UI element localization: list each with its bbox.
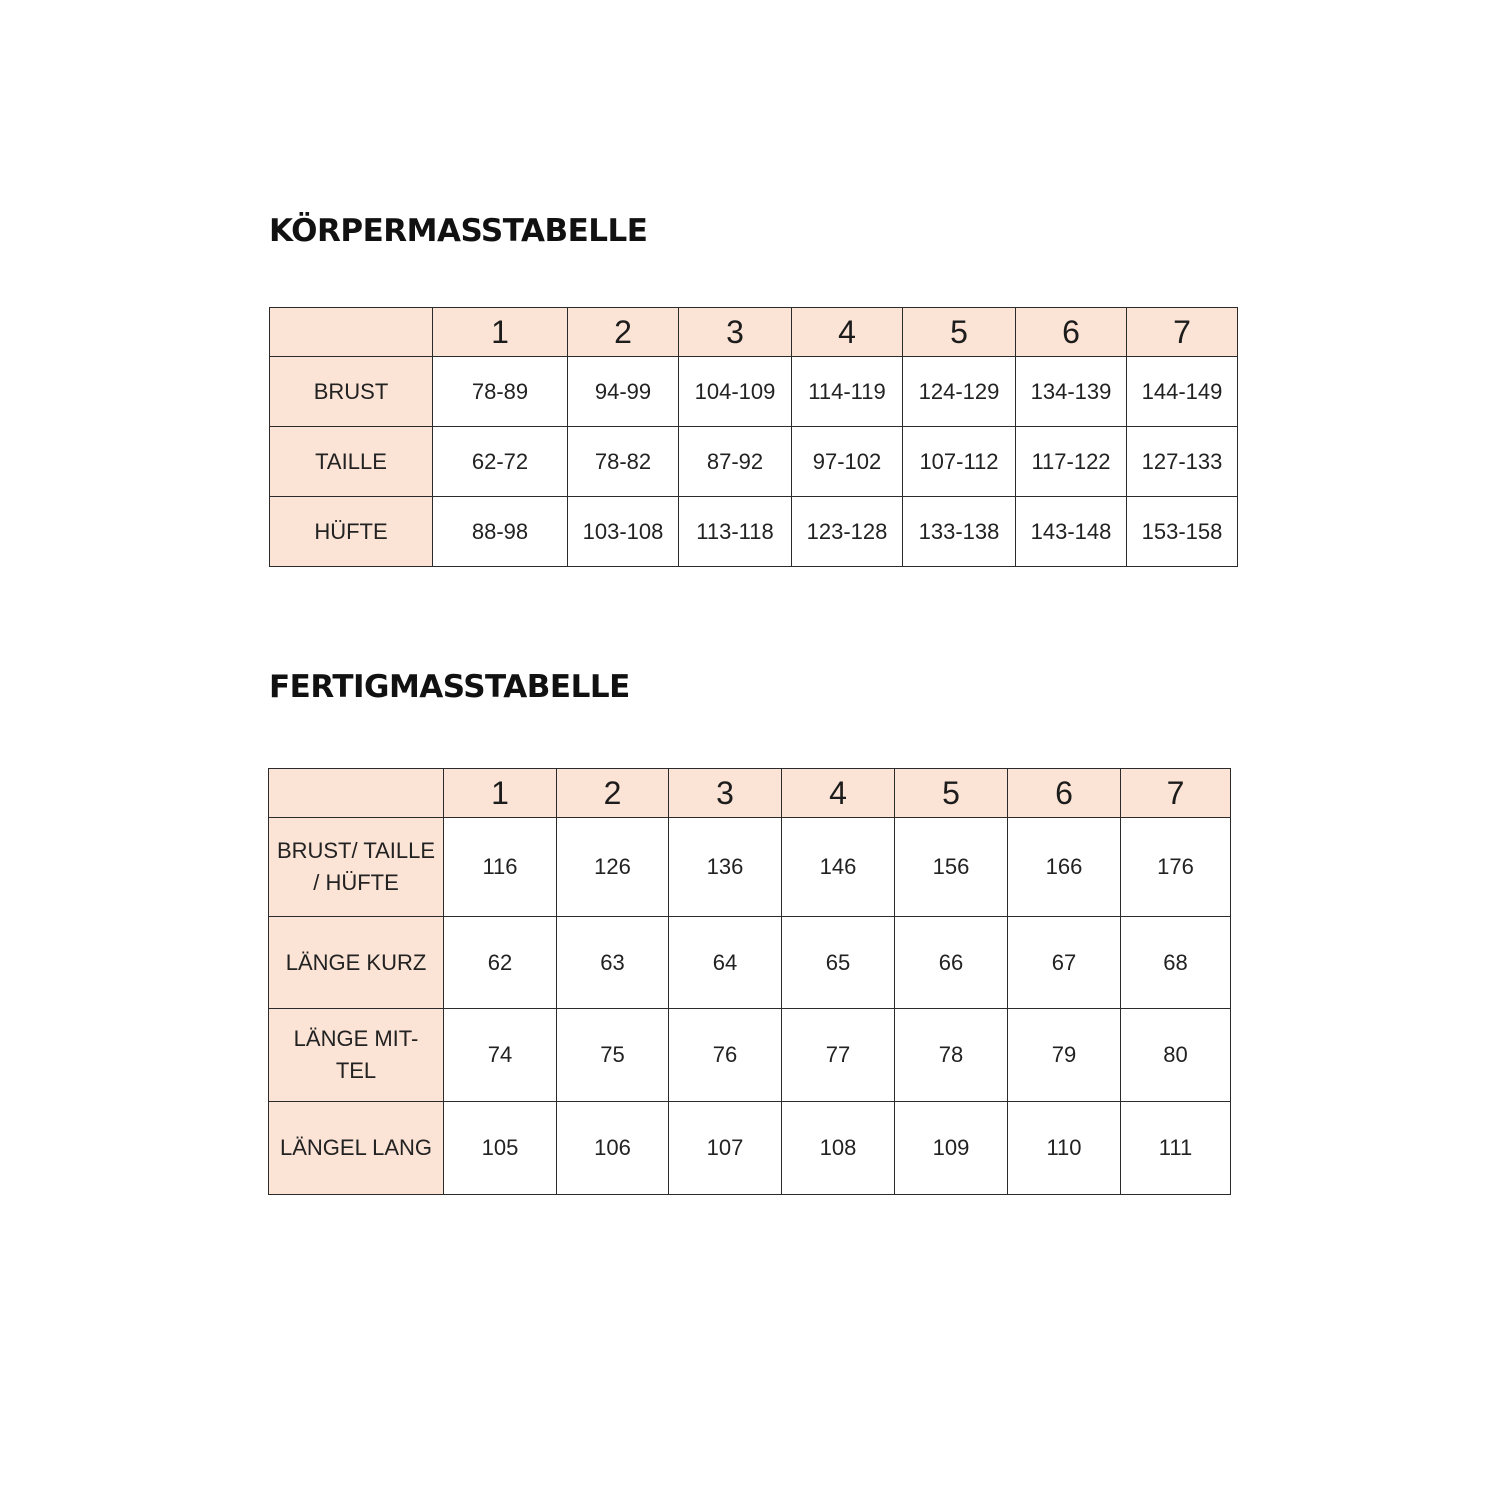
measurement-cell: 146 bbox=[782, 818, 895, 917]
finished-measurements-table bbox=[268, 768, 1231, 1195]
table-row bbox=[269, 917, 1231, 1009]
corner-cell bbox=[269, 769, 444, 818]
measurement-cell: 117-122 bbox=[1016, 427, 1127, 497]
size-header: 6 bbox=[1016, 308, 1127, 357]
size-header: 6 bbox=[1008, 769, 1121, 818]
corner-cell bbox=[270, 308, 433, 357]
row-label: LÄNGE KURZ bbox=[269, 917, 444, 1009]
size-header-row bbox=[270, 308, 1238, 357]
measurement-cell: 103-108 bbox=[568, 497, 679, 567]
table-row bbox=[269, 1102, 1231, 1195]
measurement-cell: 113-118 bbox=[679, 497, 792, 567]
measurement-cell: 78-82 bbox=[568, 427, 679, 497]
measurement-cell: 124-129 bbox=[903, 357, 1016, 427]
measurement-cell: 64 bbox=[669, 917, 782, 1009]
size-header: 3 bbox=[669, 769, 782, 818]
measurement-cell: 144-149 bbox=[1127, 357, 1238, 427]
row-label: HÜFTE bbox=[270, 497, 433, 567]
measurement-cell: 126 bbox=[557, 818, 669, 917]
measurement-cell: 106 bbox=[557, 1102, 669, 1195]
measurement-cell: 156 bbox=[895, 818, 1008, 917]
size-header: 2 bbox=[557, 769, 669, 818]
measurement-cell: 75 bbox=[557, 1009, 669, 1102]
measurement-cell: 166 bbox=[1008, 818, 1121, 917]
size-header: 5 bbox=[903, 308, 1016, 357]
measurement-cell: 176 bbox=[1121, 818, 1231, 917]
table-row bbox=[269, 818, 1231, 917]
measurement-cell: 65 bbox=[782, 917, 895, 1009]
measurement-cell: 68 bbox=[1121, 917, 1231, 1009]
row-label: BRUST/ TAILLE / HÜFTE bbox=[269, 818, 444, 917]
measurement-cell: 66 bbox=[895, 917, 1008, 1009]
finished-measurements-title: FERTIGMASSTABELLE bbox=[269, 669, 630, 705]
size-header: 5 bbox=[895, 769, 1008, 818]
body-measurements-title: KÖRPERMASSTABELLE bbox=[269, 213, 648, 249]
size-header: 7 bbox=[1121, 769, 1231, 818]
measurement-cell: 104-109 bbox=[679, 357, 792, 427]
row-label: LÄNGE MIT-TEL bbox=[269, 1009, 444, 1102]
measurement-cell: 107 bbox=[669, 1102, 782, 1195]
measurement-cell: 78-89 bbox=[433, 357, 568, 427]
measurement-cell: 87-92 bbox=[679, 427, 792, 497]
measurement-cell: 78 bbox=[895, 1009, 1008, 1102]
measurement-cell: 94-99 bbox=[568, 357, 679, 427]
table-row bbox=[270, 357, 1238, 427]
table-row bbox=[270, 497, 1238, 567]
measurement-cell: 127-133 bbox=[1127, 427, 1238, 497]
size-header: 7 bbox=[1127, 308, 1238, 357]
size-header: 4 bbox=[782, 769, 895, 818]
measurement-cell: 109 bbox=[895, 1102, 1008, 1195]
size-header: 1 bbox=[444, 769, 557, 818]
measurement-cell: 62-72 bbox=[433, 427, 568, 497]
measurement-cell: 88-98 bbox=[433, 497, 568, 567]
measurement-cell: 133-138 bbox=[903, 497, 1016, 567]
measurement-cell: 74 bbox=[444, 1009, 557, 1102]
size-header-row bbox=[269, 769, 1231, 818]
table-row bbox=[269, 1009, 1231, 1102]
body-measurements-table bbox=[269, 307, 1238, 567]
size-header: 4 bbox=[792, 308, 903, 357]
measurement-cell: 110 bbox=[1008, 1102, 1121, 1195]
measurement-cell: 67 bbox=[1008, 917, 1121, 1009]
measurement-cell: 77 bbox=[782, 1009, 895, 1102]
size-header: 2 bbox=[568, 308, 679, 357]
measurement-cell: 153-158 bbox=[1127, 497, 1238, 567]
measurement-cell: 107-112 bbox=[903, 427, 1016, 497]
measurement-cell: 105 bbox=[444, 1102, 557, 1195]
row-label: LÄNGEL LANG bbox=[269, 1102, 444, 1195]
size-header: 1 bbox=[433, 308, 568, 357]
measurement-cell: 97-102 bbox=[792, 427, 903, 497]
size-header: 3 bbox=[679, 308, 792, 357]
measurement-cell: 79 bbox=[1008, 1009, 1121, 1102]
measurement-cell: 136 bbox=[669, 818, 782, 917]
measurement-cell: 143-148 bbox=[1016, 497, 1127, 567]
measurement-cell: 63 bbox=[557, 917, 669, 1009]
row-label: TAILLE bbox=[270, 427, 433, 497]
measurement-cell: 123-128 bbox=[792, 497, 903, 567]
measurement-cell: 134-139 bbox=[1016, 357, 1127, 427]
measurement-cell: 108 bbox=[782, 1102, 895, 1195]
measurement-cell: 76 bbox=[669, 1009, 782, 1102]
measurement-cell: 80 bbox=[1121, 1009, 1231, 1102]
measurement-cell: 116 bbox=[444, 818, 557, 917]
measurement-cell: 114-119 bbox=[792, 357, 903, 427]
measurement-cell: 111 bbox=[1121, 1102, 1231, 1195]
row-label: BRUST bbox=[270, 357, 433, 427]
measurement-cell: 62 bbox=[444, 917, 557, 1009]
table-row bbox=[270, 427, 1238, 497]
